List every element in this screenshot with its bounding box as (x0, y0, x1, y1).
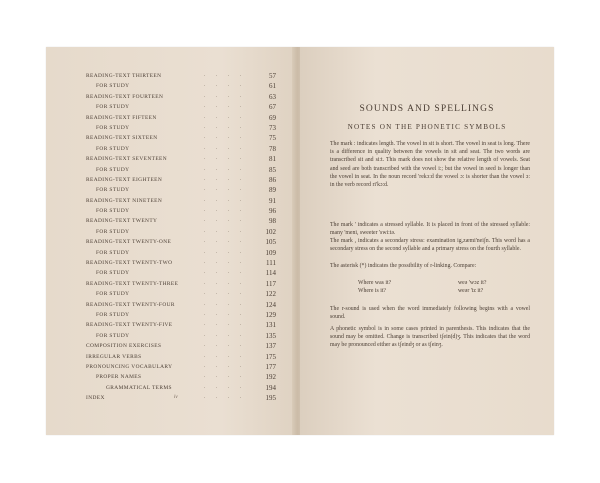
contents-entry-title: READING-TEXT FIFTEEN (86, 114, 157, 121)
contents-entry-page: 194 (265, 383, 276, 392)
open-book (46, 47, 554, 435)
contents-entry-page: 117 (265, 279, 276, 288)
contents-entry-page: 114 (265, 269, 276, 278)
contents-entry-page: 111 (266, 259, 276, 268)
example-transcription: weə 'wɔz it? (458, 280, 487, 286)
leader-dots: . . . . (204, 135, 242, 141)
contents-entry-title: FOR STUDY (96, 83, 130, 90)
contents-entry (86, 175, 276, 185)
leader-dots: . . . . (204, 363, 242, 369)
leader-dots: . . . . (204, 395, 242, 401)
right-page (300, 47, 554, 435)
contents-entry-title: FOR STUDY (96, 166, 130, 173)
contents-entry (86, 227, 276, 237)
contents-entry-title: FOR STUDY (96, 104, 130, 111)
leader-dots: . . . . (204, 104, 242, 110)
contents-entry-title: IRREGULAR VERBS (86, 353, 142, 360)
contents-entry-title: FOR STUDY (96, 145, 130, 152)
contents-entry (86, 383, 276, 393)
contents-entry-title: FOR STUDY (96, 270, 130, 277)
leader-dots: . . . . (204, 301, 242, 307)
contents-entry (86, 310, 276, 320)
contents-entry (86, 268, 276, 278)
contents-entry-title: COMPOSITION EXERCISES (86, 343, 162, 350)
contents-entry-page: 61 (269, 82, 276, 91)
contents-entry-page: 81 (269, 155, 276, 164)
leader-dots: . . . . (204, 353, 242, 359)
example-text: Where was it? (358, 280, 392, 286)
contents-entry (86, 341, 276, 351)
left-page (46, 47, 296, 435)
example-row (340, 287, 540, 295)
contents-entry-page: 78 (269, 144, 276, 153)
leader-dots: . . . . (204, 73, 242, 78)
contents-entry-title: READING-TEXT TWENTY-FOUR (86, 301, 175, 308)
leader-dots: . . . . (204, 83, 242, 89)
contents-entry-title: PROPER NAMES (96, 374, 142, 381)
contents-entry (86, 154, 276, 164)
contents-entry (86, 102, 276, 112)
contents-entry (86, 393, 276, 403)
contents-entry-page: 124 (265, 300, 276, 309)
contents-entry (86, 92, 276, 102)
contents-entry-title: FOR STUDY (96, 249, 130, 256)
leader-dots: . . . . (204, 197, 242, 203)
leader-dots: . . . . (204, 374, 242, 380)
leader-dots: . . . . (204, 249, 242, 255)
r-linking-examples (340, 279, 540, 295)
leader-dots: . . . . (204, 145, 242, 151)
contents-entry-page: 195 (265, 394, 276, 403)
contents-entry-page: 122 (265, 290, 276, 299)
contents-entry-title: FOR STUDY (96, 291, 130, 298)
contents-entry (86, 372, 276, 382)
contents-entry (86, 196, 276, 206)
contents-entry (86, 216, 276, 226)
contents-entry-page: 175 (265, 352, 276, 361)
leader-dots: . . . . (204, 228, 242, 234)
contents-entry-page: 109 (265, 248, 276, 257)
contents-entry-page: 75 (269, 134, 276, 143)
contents-entry (86, 113, 276, 123)
contents-entry-page: 85 (269, 165, 276, 174)
contents-entry-page: 73 (269, 123, 276, 132)
contents-entry (86, 206, 276, 216)
contents-entry (86, 331, 276, 341)
contents-entry-page: 102 (265, 227, 276, 236)
contents-entry-title: FOR STUDY (96, 311, 130, 318)
contents-entry (86, 133, 276, 143)
leader-dots: . . . . (204, 114, 242, 120)
leader-dots: . . . . (204, 176, 242, 182)
contents-entry-page: 135 (265, 331, 276, 340)
leader-dots: . . . . (204, 384, 242, 390)
contents-entry-title: READING-TEXT TWENTY (86, 218, 158, 225)
leader-dots: . . . . (204, 187, 242, 193)
contents-entry (86, 81, 276, 91)
leader-dots: . . . . (204, 208, 242, 214)
contents-entry-page: 129 (265, 310, 276, 319)
contents-entry-page: 67 (269, 103, 276, 112)
contents-entry (86, 289, 276, 299)
contents-entry-title: GRAMMATICAL TERMS (106, 384, 172, 391)
contents-entry (86, 185, 276, 195)
contents-entry-title: INDEX (86, 395, 105, 402)
leader-dots: . . . . (204, 322, 242, 328)
contents-entry-page: 131 (265, 321, 276, 330)
contents-entry-page: 69 (269, 113, 276, 122)
leader-dots: . . . . (204, 291, 242, 297)
contents-entry-page: 137 (265, 342, 276, 351)
contents-entry (86, 123, 276, 133)
contents-entry-page: 86 (269, 175, 276, 184)
example-text: Where is it? (358, 288, 387, 295)
contents-entry-page: 96 (269, 207, 276, 216)
contents-entry-title: READING-TEXT TWENTY-FIVE (86, 322, 173, 329)
contents-entry-title: READING-TEXT NINETEEN (86, 197, 163, 204)
left-page-number: iv (174, 395, 178, 400)
contents-entry (86, 258, 276, 268)
contents-entry-title: FOR STUDY (96, 208, 130, 215)
contents-entry-title: FOR STUDY (96, 228, 130, 235)
contents-entry (86, 237, 276, 247)
contents-entry-page: 192 (265, 373, 276, 382)
contents-entry-page: 89 (269, 186, 276, 195)
contents-entry-title: FOR STUDY (96, 124, 130, 131)
contents-entry (86, 352, 276, 362)
contents-entry-title: READING-TEXT SIXTEEN (86, 135, 158, 142)
leader-dots: . . . . (204, 343, 242, 349)
contents-entry-page: 63 (269, 92, 276, 101)
paragraph-r-sound: The r-sound is used when the word immediately following begins with a vowel sound. (330, 306, 530, 321)
leader-dots: . . . . (204, 93, 242, 99)
leader-dots: . . . . (204, 156, 242, 162)
contents-entry-title: PRONOUNCING VOCABULARY (86, 363, 173, 370)
example-transcription: weər 'iz it? (458, 288, 484, 295)
example-row (340, 279, 540, 287)
contents-entry (86, 248, 276, 258)
contents-entry-title: READING-TEXT TWENTY-THREE (86, 280, 179, 287)
paragraph-secondary-stress: The mark , indicates a secondary stress: examination ig,zæmi'neiʃn. This word has a secondary stress on the second syllable and a primary stress on the fourth syllable. (330, 238, 530, 253)
leader-dots: . . . . (204, 166, 242, 172)
leader-dots: . . . . (204, 218, 242, 224)
paragraph-length-mark: The mark : indicates length. The vowel in sit is short. The vowel in seat is long. There is a difference in quality between the vowels in sit and seat. The two words are transcribed sit and si:t. This mark does not show the relative length of vowels. Seat and seed are both transcribed with the vowel i:; but the vowel in seed is longer than the vowel in seat. In the noun record 'rekɔ:d the vowel ɔ: is shorter than the vowel ɔ: in the verb record ri'kɔ:d. (330, 141, 530, 189)
contents-entry-page: 105 (265, 238, 276, 247)
page-title: SOUNDS AND SPELLINGS (359, 104, 495, 114)
leader-dots: . . . . (204, 270, 242, 276)
contents-entry-title: READING-TEXT SEVENTEEN (86, 156, 168, 163)
contents-entry (86, 320, 276, 330)
contents-entry-title: FOR STUDY (96, 332, 130, 339)
contents-entry-page: 177 (265, 362, 276, 371)
leader-dots: . . . . (204, 332, 242, 338)
contents-entry-title: READING-TEXT TWENTY-TWO (86, 260, 173, 267)
leader-dots: . . . . (204, 239, 242, 245)
contents-entry-title: READING-TEXT TWENTY-ONE (86, 239, 172, 246)
page-subtitle: NOTES ON THE PHONETIC SYMBOLS (347, 123, 507, 131)
contents-entry (86, 165, 276, 175)
leader-dots: . . . . (204, 260, 242, 266)
contents-entry (86, 71, 276, 81)
contents-entry (86, 144, 276, 154)
contents-entry-title: READING-TEXT FOURTEEN (86, 93, 164, 100)
contents-entry (86, 300, 276, 310)
contents-list (86, 71, 276, 404)
leader-dots: . . . . (204, 311, 242, 317)
contents-entry-page: 98 (269, 217, 276, 226)
leader-dots: . . . . (204, 280, 242, 286)
contents-entry-title: FOR STUDY (96, 187, 130, 194)
paragraph-parenthesis: A phonetic symbol is in some cases printed in parenthesis. This indicates that the sound may be omitted. Change is transcribed tʃein(d)ʒ. This indicates that the word may be pronounced either as tʃeindʒ or as tʃeinʒ. (330, 326, 530, 349)
contents-entry-page: 91 (269, 196, 276, 205)
contents-entry (86, 362, 276, 372)
contents-entry (86, 279, 276, 289)
leader-dots: . . . . (204, 124, 242, 130)
paragraph-stress-mark: The mark ' indicates a stressed syllable. It is placed in front of the stressed syllable: many 'meni, sweeter 'swi:tə. (330, 222, 530, 237)
contents-entry-page: 57 (269, 72, 276, 80)
contents-entry-title: READING-TEXT THIRTEEN (86, 73, 162, 79)
contents-entry-title: READING-TEXT EIGHTEEN (86, 176, 163, 183)
paragraph-r-linking: The asterisk (*) indicates the possibility of r-linking. Compare: (330, 263, 477, 269)
